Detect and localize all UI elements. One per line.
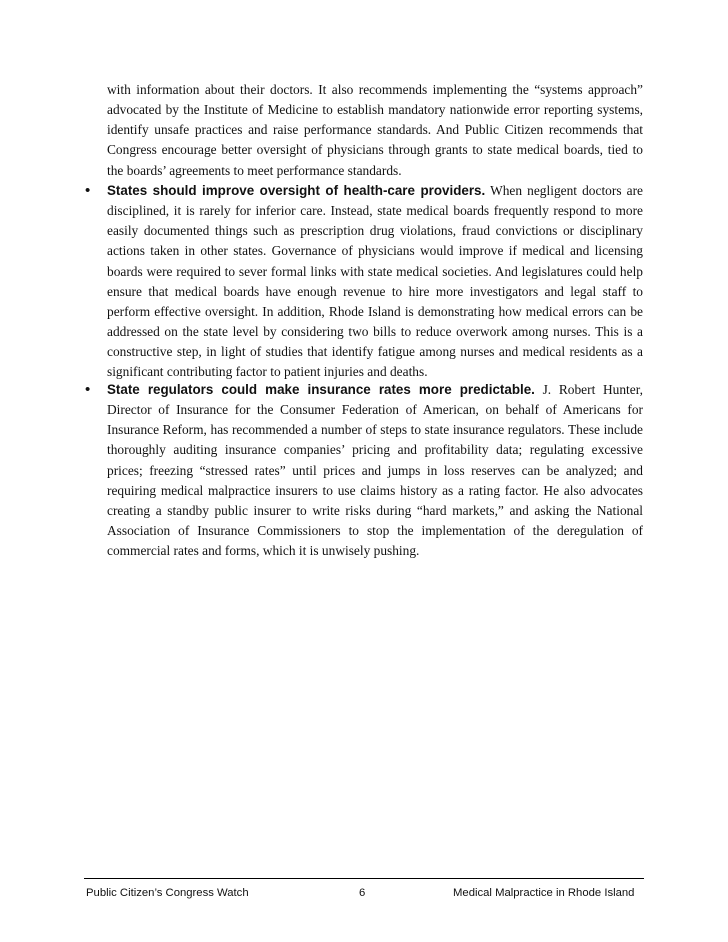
footer-publisher: Public Citizen’s Congress Watch [86, 887, 249, 899]
bullet-marker: • [85, 381, 91, 398]
footer-document-title: Medical Malpractice in Rhode Island [453, 887, 635, 899]
bullet-paragraph-insurance-rates [107, 380, 643, 561]
footer-divider [84, 878, 644, 879]
bullet-heading: State regulators could make insurance rates more predictable. [107, 382, 535, 397]
continuation-paragraph: with information about their doctors. It also recommends implementing the “systems approach” advocated by the Institute of Medicine to establish mandatory nationwide error reporting systems, identify unsafe practices and raise performance standards. And Public Citizen recommends that Congress encourage better oversight of physicians through grants to state medical boards, tied to the boards’ agreements to meet performance standards. [107, 82, 643, 178]
bullet-body: J. Robert Hunter, Director of Insurance for the Consumer Federation of American, on behalf of Americans for Insurance Reform, has recommended a number of steps to state insurance regulators. These include thoroughly auditing insurance companies’ pricing and profitability data; regulating excessive prices; freezing “stressed rates” until prices and jumps in loss reserves can be analyzed; and requiring medical malpractice insurers to use claims history as a rating factor. He also advocates creating a standby public insurer to write risks during “hard markets,” and asking the National Association of Insurance Commissioners to stop the implementation of the deregulation of commercial rates and forms, which it is unwisely pushing. [107, 382, 643, 559]
bullet-marker: • [85, 182, 91, 199]
page-number: 6 [359, 887, 366, 899]
bullet-body: When negligent doctors are disciplined, it is rarely for inferior care. Instead, state medical boards frequently respond to more easily documented things such as prescription drug violations, fraud convictions or disciplinary actions taken in other states. Governance of physicians would improve if medical and licensing boards were required to sever formal links with state medical societies. And legislatures could help ensure that medical boards have enough revenue to hire more investigators and legal staff to perform effective oversight. In addition, Rhode Island is demonstrating how medical errors can be addressed on the state level by considering two bills to reduce overwork among nurses. This is a constructive step, in light of studies that identify fatigue among nurses and medical residents as a significant contributing factor to patient injuries and deaths. [107, 183, 643, 380]
bullet-heading: States should improve oversight of health-care providers. [107, 183, 486, 198]
bullet-paragraph-oversight [107, 181, 643, 383]
